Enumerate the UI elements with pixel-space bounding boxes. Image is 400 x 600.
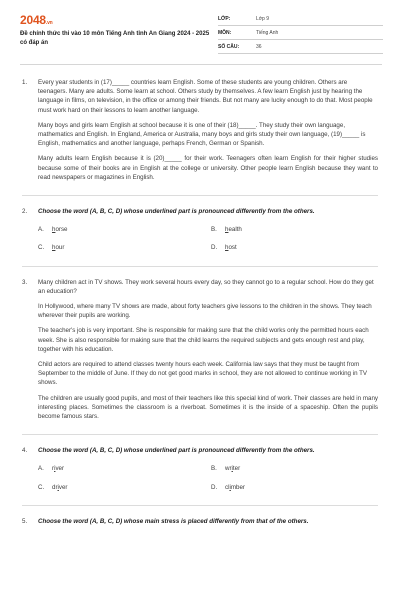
question-number: 1. [22, 79, 28, 86]
question-divider [22, 434, 378, 435]
option-d[interactable] [211, 483, 384, 492]
meta-key: LỚP: [218, 15, 231, 22]
option-a[interactable] [38, 225, 211, 234]
answer-options [38, 225, 378, 252]
option-letter: A. [38, 465, 44, 473]
underlined-part: i [229, 483, 231, 491]
option-text-pre: dr [52, 483, 58, 491]
meta-row-subject [218, 26, 383, 40]
passage-paragraph: Many adults learn English because it is (20)_____ for their work. Teenagers often learn English for their higher studies because some of their books are in English at the college or university. Other people learn English because they want to read newspapers or magazines in English. [38, 155, 378, 181]
question-4 [22, 446, 378, 492]
meta-value: Tiếng Anh [256, 29, 279, 36]
passage-paragraph: In Hollywood, where many TV shows are made, about forty teachers give lessons to the children in the shows. They teach wherever their pupils are working. [38, 303, 372, 320]
option-b[interactable] [211, 464, 384, 473]
option-text-post: ealth [228, 226, 242, 234]
option-letter: D. [211, 244, 218, 252]
passage-paragraph: Every year students in (17)_____ countries learn English. Some of these students are young children. Others are teenagers. Many are adults. Some learn at school. Others study by themselves. A few learn English just by hearing the language in films, on television, in the office or among their friends. But not many are lucky enough to do that. Most people must work hard on their lessons to learn another language. [38, 79, 373, 114]
question-1 [22, 78, 378, 182]
option-text-pre: r [52, 465, 55, 473]
question-number: 3. [22, 278, 28, 286]
question-prompt: Choose the word (A, B, C, D) whose main stress is placed differently from that of the others. [38, 517, 309, 525]
question-prompt: Choose the word (A, B, C, D) whose underlined part is pronounced differently from the others. [38, 208, 315, 216]
question-divider [22, 266, 378, 267]
option-c[interactable] [38, 483, 211, 492]
option-text-post: our [55, 244, 65, 252]
logo-text: 2048 [20, 13, 46, 27]
document-title: Đề chính thức thi vào 10 môn Tiếng Anh tỉnh An Giang 2024 - 2025 có đáp án [20, 31, 210, 46]
underlined-part: h [225, 244, 229, 252]
option-text-post: ver [58, 483, 68, 491]
meta-row-count [218, 40, 383, 54]
option-text-post: orse [55, 226, 68, 234]
option-letter: D. [211, 483, 218, 491]
meta-key: MÔN: [218, 29, 232, 36]
question-number: 4. [22, 447, 28, 455]
question-divider [22, 505, 378, 506]
option-text-pre: wr [225, 465, 232, 473]
passage-paragraph: The children are usually good pupils, and most of their teachers like this special kind of work. Their classes are held in many interesting places. Sometimes the classroom is a riverboat. Sometimes it is the inside of a spaceship. Often the pupils become famous stars. [38, 394, 378, 421]
option-letter: A. [38, 226, 44, 234]
question-5 [22, 517, 378, 526]
option-letter: C. [38, 244, 45, 252]
underlined-part: i [231, 465, 233, 473]
question-prompt: Choose the word (A, B, C, D) whose underlined part is pronounced differently from the others. [38, 447, 315, 455]
option-text-post: mber [230, 483, 245, 491]
meta-value: 36 [256, 43, 262, 50]
passage-paragraph: Many children act in TV shows. They work several hours every day, so they cannot go to a regular school. How do they get an education? [38, 278, 374, 295]
underlined-part: i [54, 465, 56, 473]
passage-paragraph: Child actors are required to attend classes twenty hours each week. California law says that they must be taught from September to the middle of June. If they do not get good marks in school, they are not allowed to continue working in TV shows. [38, 361, 368, 387]
underlined-part: h [52, 226, 56, 234]
option-d[interactable] [211, 243, 384, 252]
option-text-pre: cl [225, 483, 230, 491]
underlined-part: i [57, 483, 59, 491]
exam-content [22, 78, 378, 526]
option-text-post: ost [228, 244, 237, 252]
meta-key: SỐ CÂU: [218, 43, 240, 50]
question-divider [22, 195, 378, 196]
question-number: 5. [22, 517, 28, 525]
option-c[interactable] [38, 243, 211, 252]
passage-paragraph: Many boys and girls learn English at school because it is one of their (18)_____. They study their own language, mathematics and English. In England, America or Australia, many boys and girls study their own language, (19)_____ is English, mathematics and another language, perhaps French, German or Spanish. [38, 121, 366, 148]
option-letter: C. [38, 483, 45, 491]
meta-value: Lớp 9 [256, 15, 270, 22]
option-letter: B. [211, 226, 217, 234]
option-letter: B. [211, 465, 217, 473]
passage-paragraph: The teacher's job is very important. She is responsible for making sure that the child works only the permitted hours each week. She is also responsible for making sure that the child learns the required subjects and gets enough rest and play, together with his education. [38, 327, 369, 353]
meta-row-grade [218, 12, 383, 26]
question-2 [22, 207, 378, 253]
answer-options [38, 464, 378, 491]
meta-table [218, 12, 383, 54]
option-text-post: ver [55, 465, 65, 473]
logo-suffix: .vn [45, 20, 53, 26]
option-a[interactable] [38, 464, 211, 473]
option-text-post: ter [232, 465, 241, 473]
question-number: 2. [22, 208, 28, 216]
site-logo[interactable] [20, 13, 53, 27]
option-b[interactable] [211, 225, 384, 234]
question-3 [22, 278, 378, 422]
page-header [0, 0, 400, 62]
header-divider [20, 64, 382, 65]
underlined-part: h [225, 226, 229, 234]
underlined-part: h [52, 244, 56, 252]
